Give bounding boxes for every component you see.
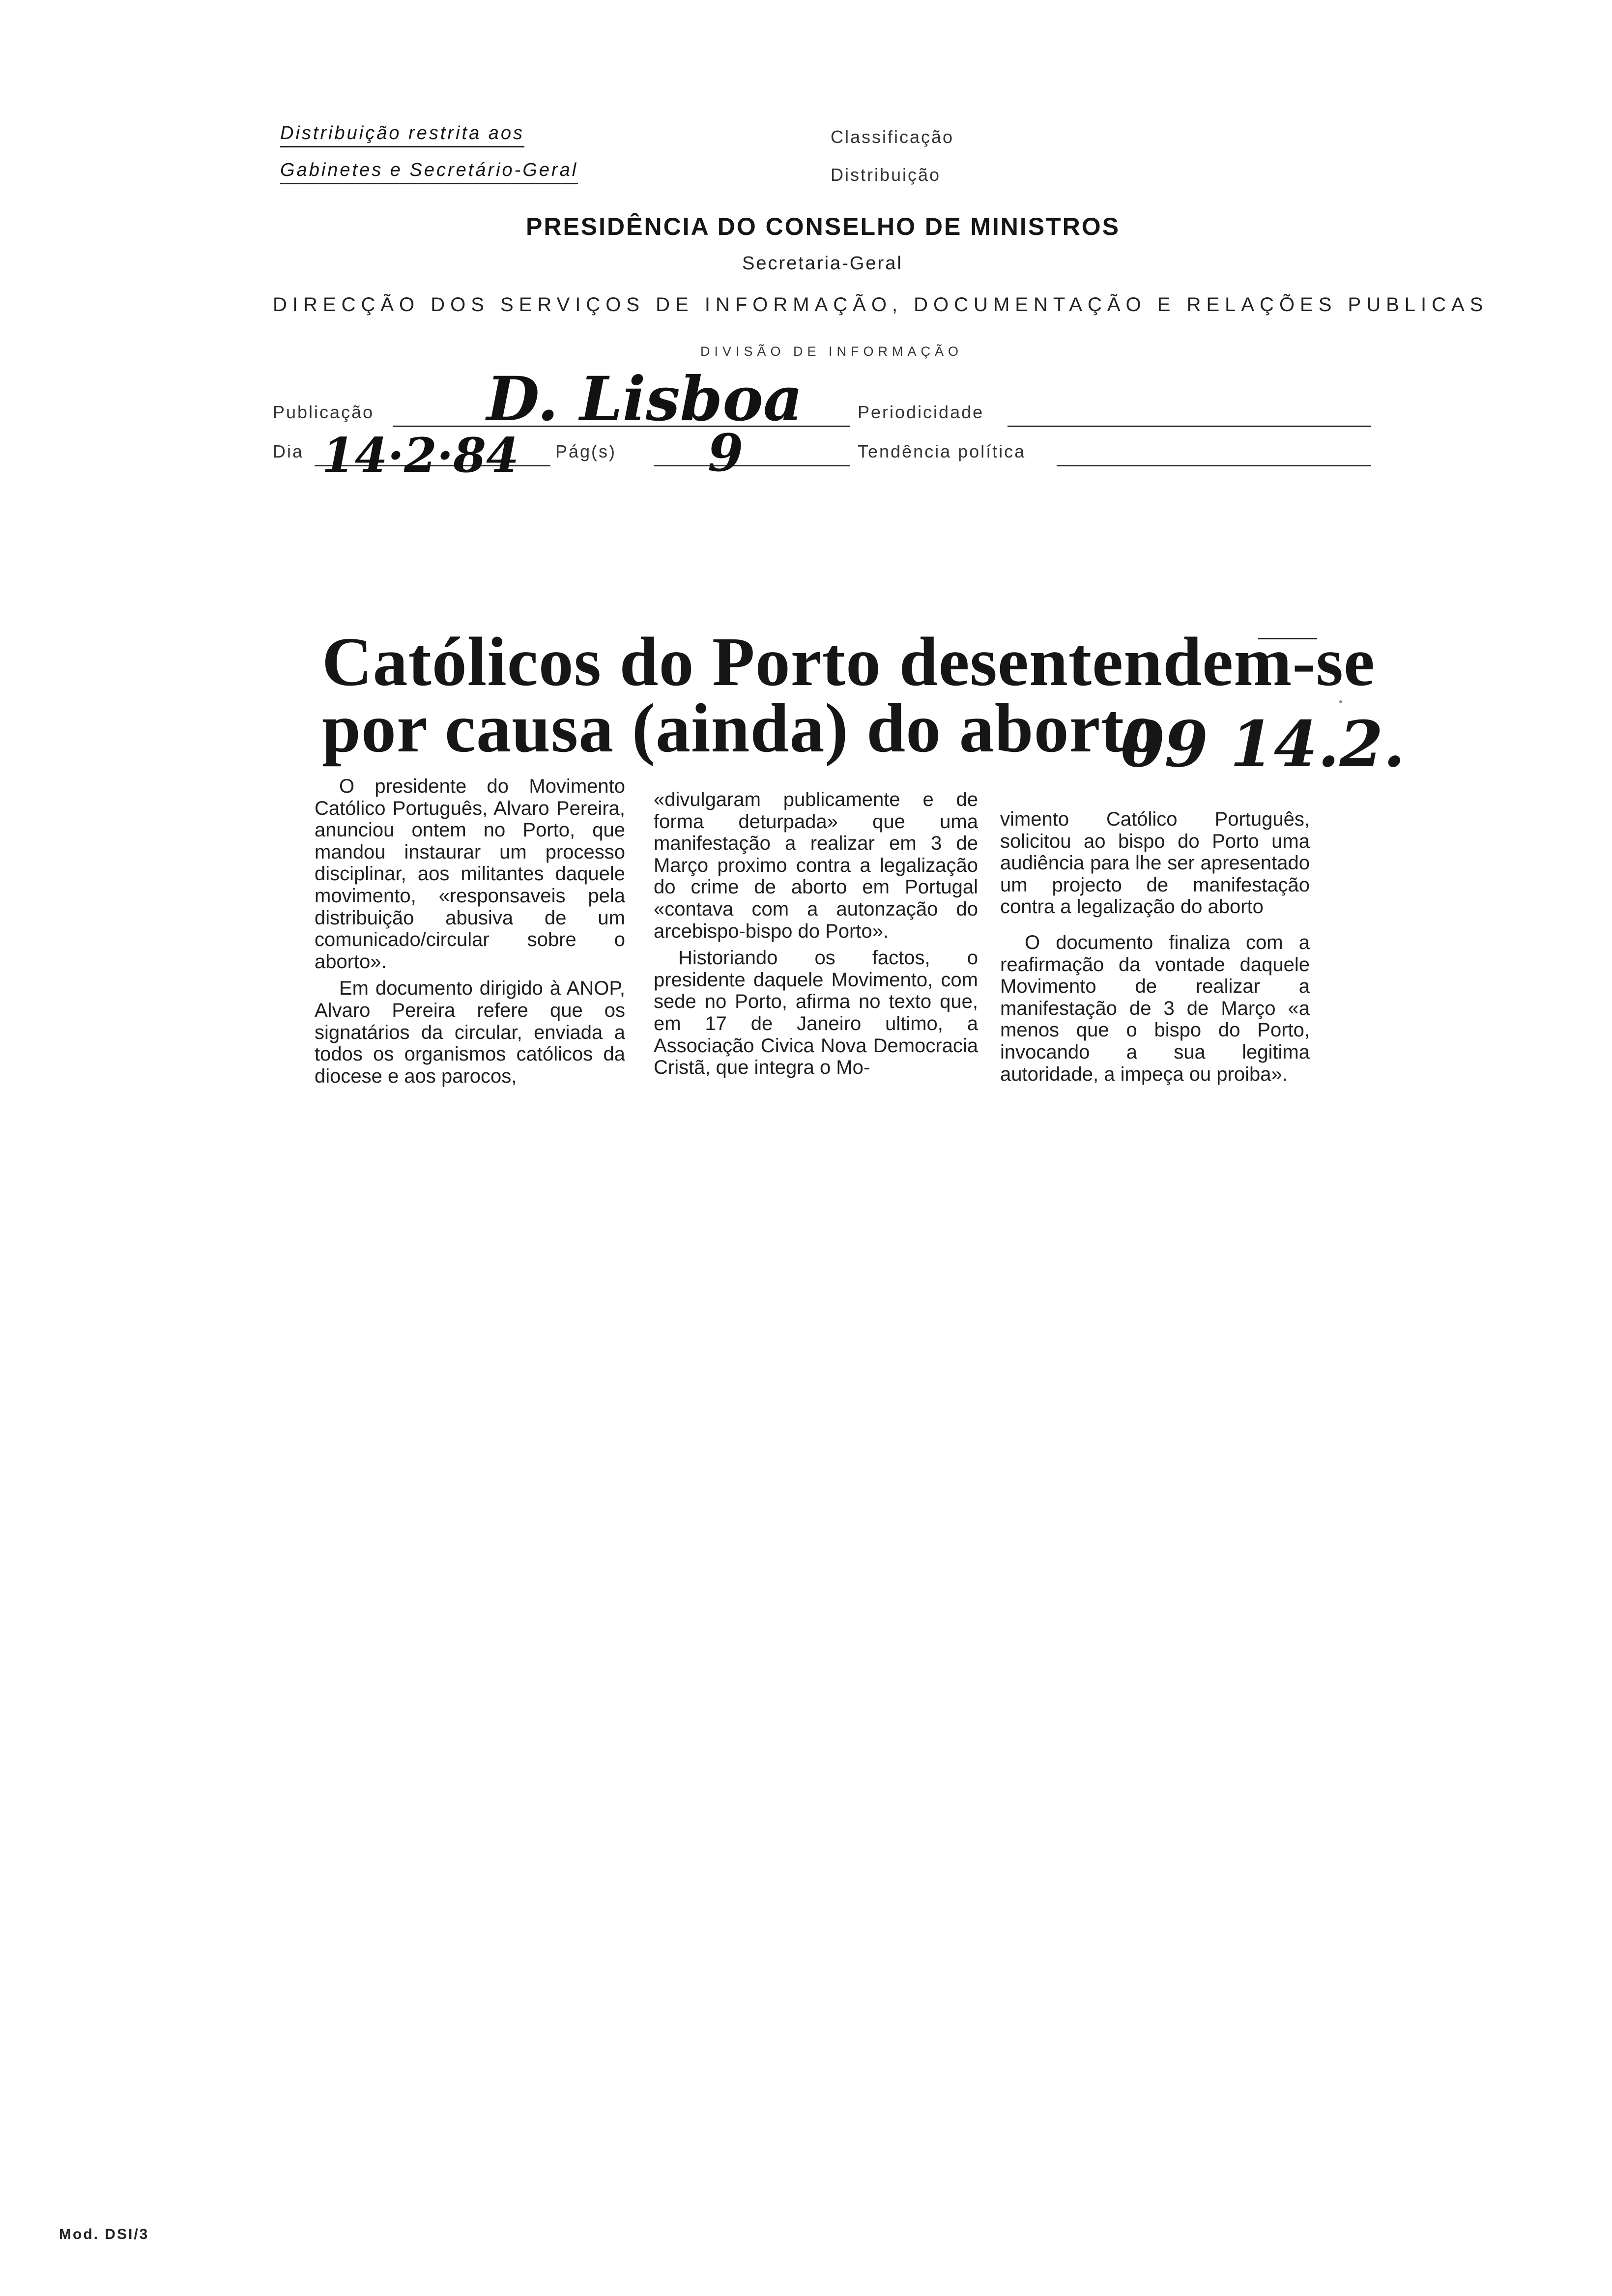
column-2-paragraph-1: «divulgaram publicamente e de forma deturpada» que uma manifestação a realizar em 3 de Março proximo contra a legalização do crime de aborto em Portugal «contava com a autonzação do arcebispo-bispo do Porto». bbox=[654, 789, 978, 942]
column-3-paragraph-1: vimento Católico Português, solicitou ao bispo do Porto uma audiência para lhe ser apresentado um projecto de manifestação contra a legalização do aborto bbox=[1000, 808, 1310, 918]
form-model-code: Mod. DSI/3 bbox=[59, 2226, 149, 2242]
pags-label: Pág(s) bbox=[555, 441, 617, 461]
secretaria-label: Secretaria-Geral bbox=[742, 253, 903, 274]
handwritten-date-mark: 09 14.2. bbox=[1121, 708, 1405, 781]
pags-underline bbox=[654, 465, 850, 466]
divisao-label: DIVISÃO DE INFORMAÇÃO bbox=[700, 344, 963, 359]
article-column-2 bbox=[654, 789, 978, 1079]
distribuicao-label: Distribuição bbox=[831, 165, 941, 185]
headline-line-2: por causa (ainda) do aborto bbox=[322, 689, 1160, 767]
column-2-paragraph-2: Historiando os factos, o presidente daquele Movimento, com sede no Porto, afirma no texto que, em 17 de Janeiro ultimo, a Associação Civica Nova Democracia Cristã, que integra o Mo- bbox=[654, 947, 978, 1079]
pags-handwritten-value: 9 bbox=[708, 423, 744, 483]
tendencia-underline bbox=[1057, 465, 1371, 466]
publicacao-handwritten-value: D. Lisboa bbox=[487, 364, 803, 435]
restriction-line-2: Gabinetes e Secretário-Geral bbox=[280, 160, 578, 184]
dia-label: Dia bbox=[273, 441, 304, 461]
article-column-1 bbox=[315, 775, 625, 1087]
column-3-paragraph-2: O documento finaliza com a reafirmação da vontade daquele Movimento de realizar a manifestação de 3 de Março «a menos que o bispo do Porto, invocando a sua legitima autoridade, a impeça ou proiba». bbox=[1000, 931, 1310, 1085]
periodicidade-underline bbox=[1008, 426, 1371, 427]
headline-line-1: Católicos do Porto desentendem-se bbox=[322, 623, 1375, 700]
article-column-3 bbox=[1000, 808, 1310, 1085]
column-1-paragraph-1: O presidente do Movimento Católico Português, Alvaro Pereira, anunciou ontem no Porto, que mandou instaurar um processo disciplinar, aos militantes daquele movimento, «responsaveis pela distribuição abusiva de um comunicado/circular sobre o aborto». bbox=[315, 775, 625, 973]
dia-handwritten-value: 14·2·84 bbox=[322, 428, 519, 483]
restriction-line-1: Distribuição restrita aos bbox=[280, 123, 524, 147]
clipping-speck bbox=[1339, 700, 1342, 703]
periodicidade-label: Periodicidade bbox=[858, 402, 984, 422]
institution-title: PRESIDÊNCIA DO CONSELHO DE MINISTROS bbox=[526, 213, 1121, 240]
column-1-paragraph-2: Em documento dirigido à ANOP, Alvaro Pereira refere que os signatários da circular, enviada a todos os organismos católicos da diocese e aos parocos, bbox=[315, 977, 625, 1087]
publicacao-label: Publicação bbox=[273, 402, 374, 422]
tendencia-label: Tendência política bbox=[858, 441, 1026, 461]
classificacao-label: Classificação bbox=[831, 127, 954, 147]
direccao-label: DIRECÇÃO DOS SERVIÇOS DE INFORMAÇÃO, DOCUMENTAÇÃO E RELAÇÕES PUBLICAS bbox=[273, 294, 1489, 316]
